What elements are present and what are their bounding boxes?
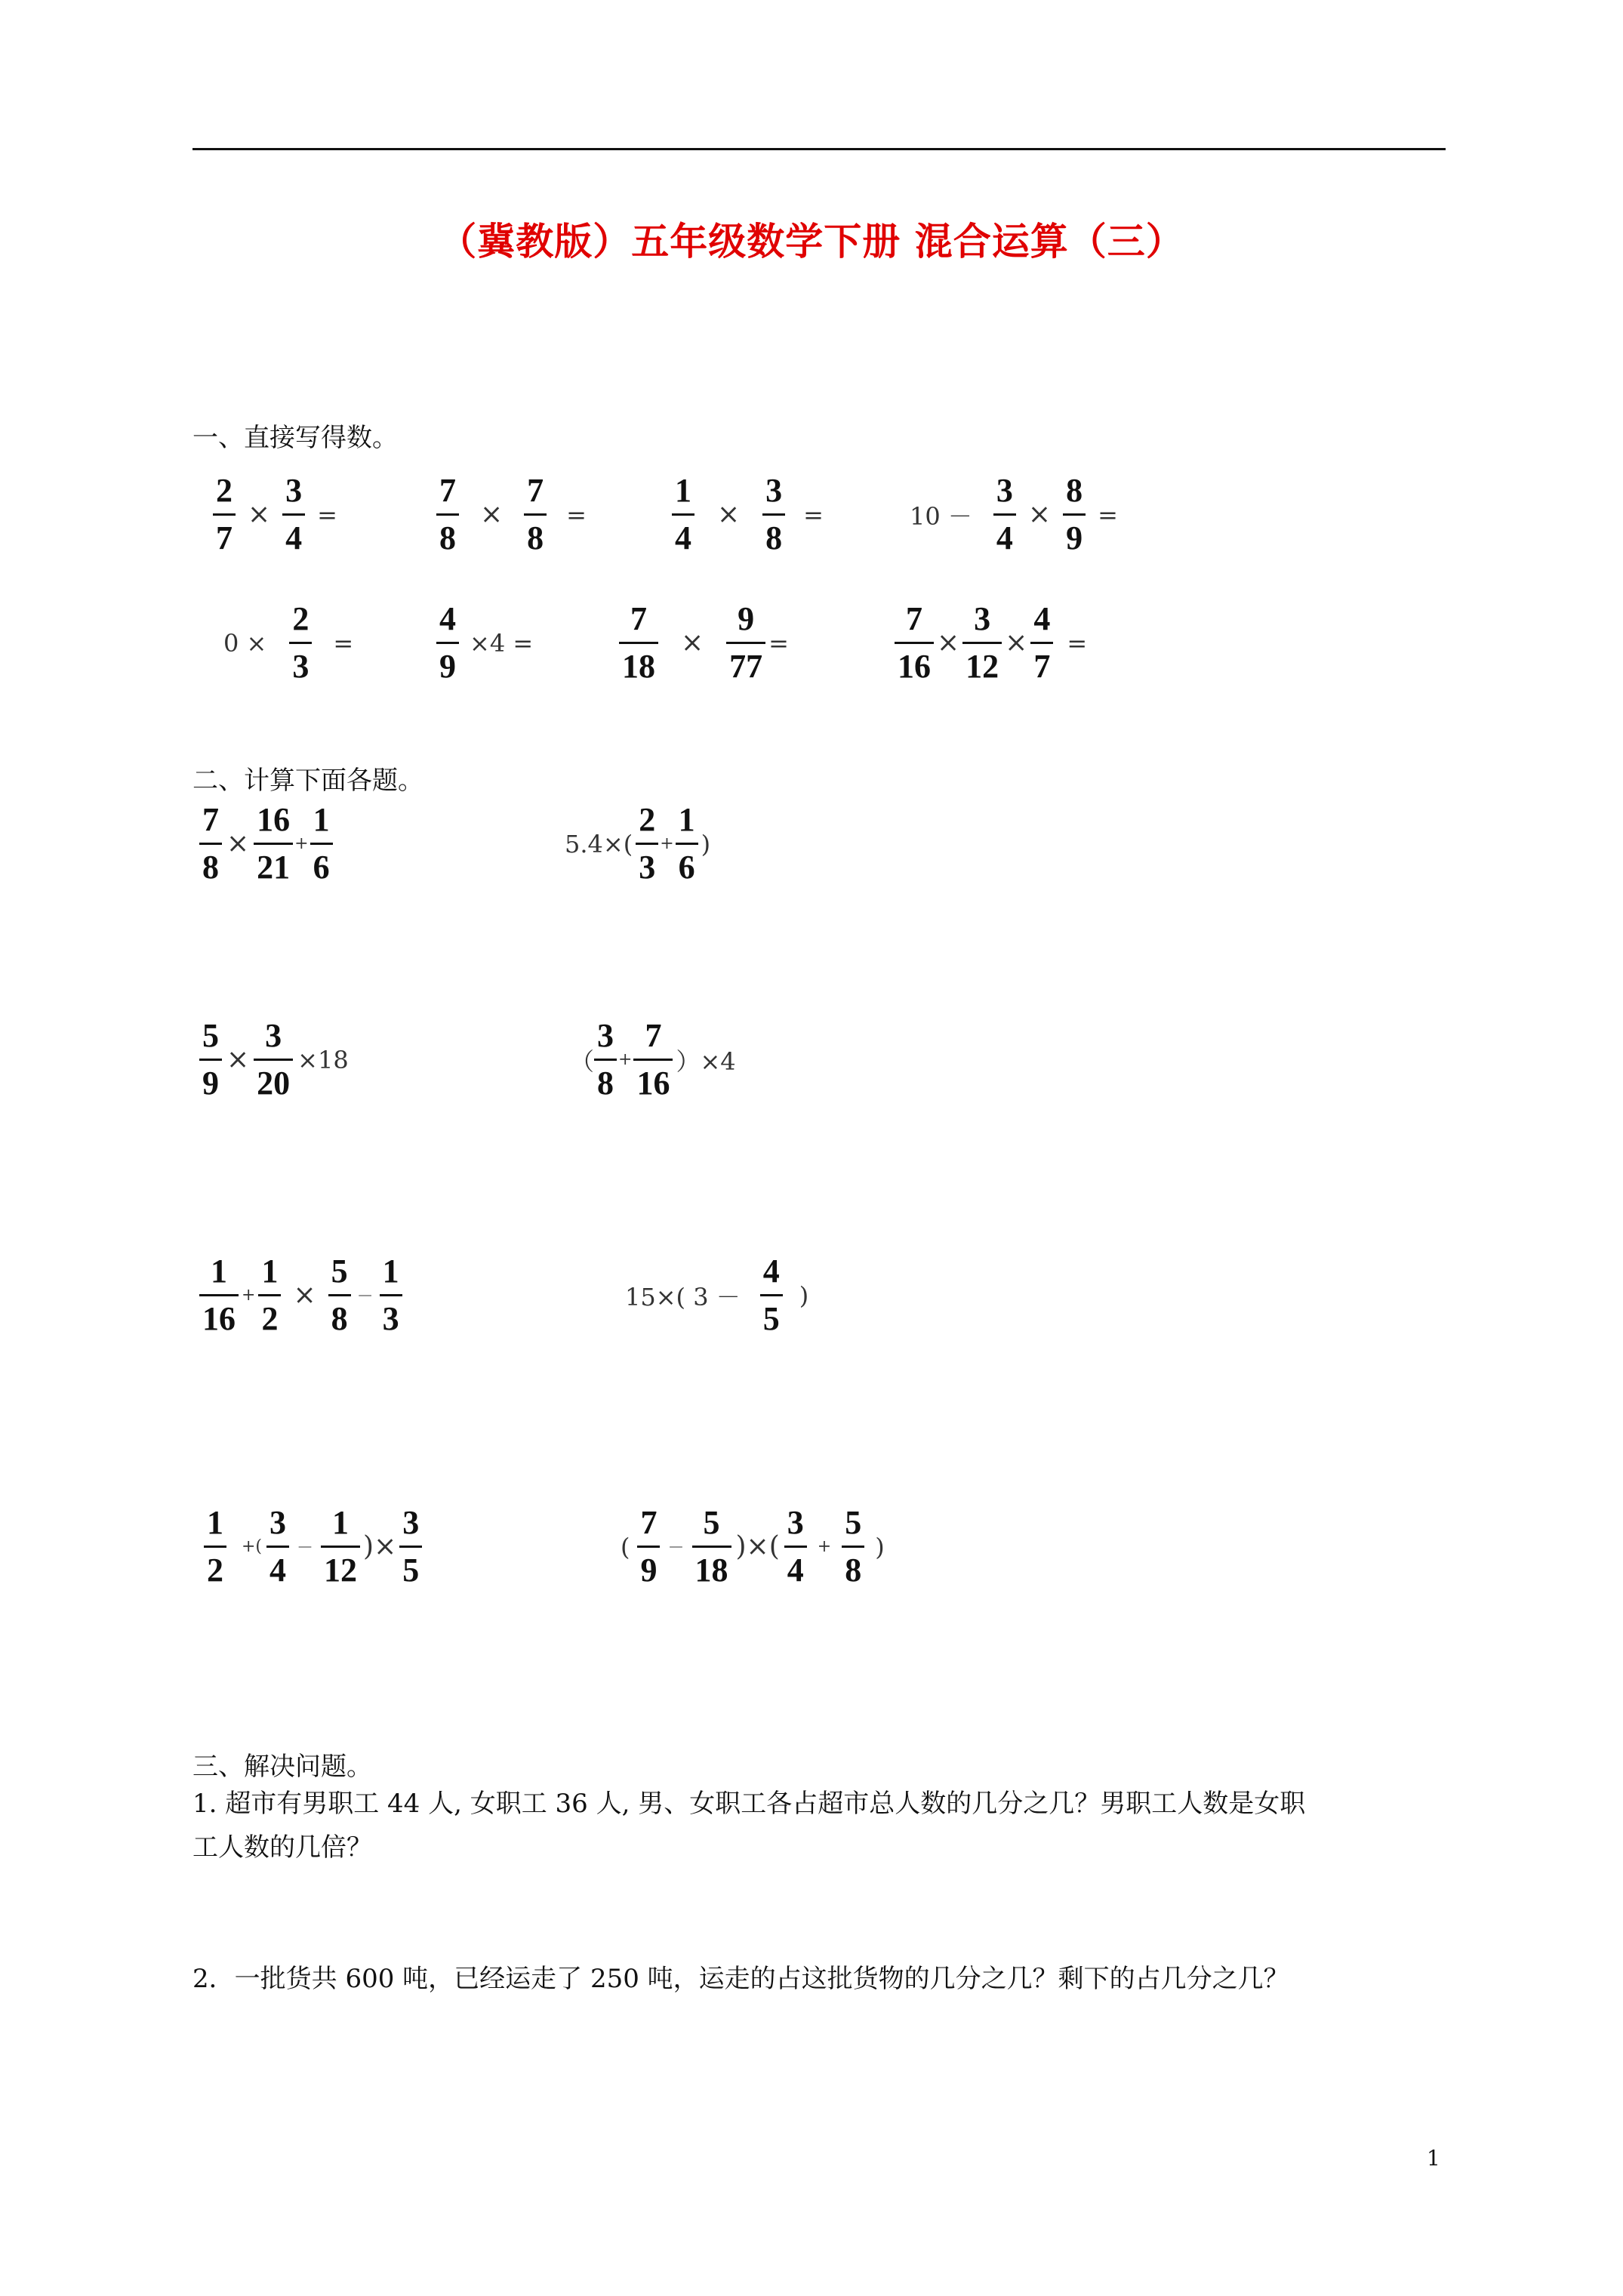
fraction-numerator: 7 [439,472,456,509]
fraction-denominator: 6 [676,843,698,884]
math-operator: × [937,627,960,658]
fraction-numerator: 3 [765,472,783,509]
fraction [328,1255,351,1336]
math-operator: － [297,1539,314,1558]
fraction-numerator: 1 [313,801,330,838]
fraction-denominator: 16 [199,1294,239,1336]
fraction [254,1019,293,1100]
math-operator: × [681,627,704,658]
math-text: ( [621,1532,630,1561]
fraction-denominator: 20 [254,1059,293,1100]
fraction-denominator: 16 [895,642,934,683]
math-operator: × [1005,627,1028,658]
fraction-denominator: 7 [1030,642,1053,683]
section-1-heading: 一、直接写得数。 [192,423,398,453]
fraction-numerator: 16 [257,801,291,838]
fraction [399,1506,422,1587]
fraction [619,600,658,685]
fraction-numerator: 5 [331,1253,348,1290]
fraction-numerator: 2 [292,600,310,637]
fraction [636,803,658,884]
s2-problem-4 [570,1019,736,1100]
s2-problem-3 [199,1019,349,1100]
math-operator: × [248,499,271,530]
math-operator: － [667,1539,685,1558]
fraction [633,1019,673,1100]
s2-problem-8 [621,1506,885,1587]
s1-row1-expr3 [672,474,824,555]
s2-problem-5 [199,1255,402,1336]
fraction [282,474,305,555]
fraction-numerator: 3 [597,1017,614,1054]
fraction-numerator: 1 [211,1253,227,1290]
fraction [692,1506,731,1587]
math-text: （ [570,1046,595,1076]
fraction [672,474,694,555]
fraction-numerator: 1 [332,1504,350,1541]
fraction-denominator: 18 [692,1546,731,1587]
fraction-denominator: 21 [254,843,293,884]
fraction [310,803,333,884]
fraction-denominator: 4 [672,513,694,555]
math-operator: )× [363,1531,397,1562]
fraction-numerator: 5 [703,1504,720,1541]
fraction [1063,474,1086,555]
fraction-numerator: 7 [640,1504,658,1541]
fraction-denominator: 16 [633,1059,673,1100]
fraction-denominator: 8 [328,1294,351,1336]
fraction [436,600,459,685]
s2-problem-6 [625,1255,808,1336]
math-operator: )×( [735,1531,780,1562]
s1-row1-expr1 [213,474,337,555]
fraction-denominator: 2 [258,1294,281,1336]
s1-row2-expr3 [619,600,789,685]
fraction-denominator: 6 [310,843,333,884]
s1-row2-expr1 [223,600,354,685]
fraction [993,474,1016,555]
math-text: = [566,500,587,529]
page-number: 1 [1427,2146,1440,2171]
fraction-numerator: 3 [269,1504,287,1541]
fraction [199,803,222,884]
math-text: 5.4×( [565,829,633,858]
fraction-denominator: 9 [436,642,459,683]
s3-question-1-line-2: 工人数的几倍？ [192,1832,372,1863]
s1-row2-expr2 [436,600,534,685]
math-text: = [317,500,337,529]
fraction-numerator: 5 [845,1504,862,1541]
fraction [1030,600,1053,685]
fraction-numerator: 1 [207,1504,223,1541]
fraction-denominator: 5 [399,1546,422,1587]
s1-row1-expr2 [436,474,587,555]
fraction-denominator: 4 [282,513,305,555]
fraction [762,474,785,555]
math-text: 10 － [910,501,972,531]
fraction-denominator: 9 [637,1546,660,1587]
fraction-denominator: 8 [524,513,547,555]
math-operator: － [356,1287,374,1306]
header-rule [192,148,1446,150]
math-operator: + [242,1286,256,1305]
fraction [784,1506,807,1587]
fraction [213,474,236,555]
math-operator: × [717,499,741,530]
fraction-numerator: 7 [527,472,544,509]
fraction-numerator: 4 [1033,600,1051,637]
math-text: = [1098,500,1118,529]
fraction-numerator: 9 [738,600,755,637]
fraction-denominator: 8 [199,843,222,884]
fraction [962,600,1002,685]
math-text: 0 × [223,628,267,658]
s2-problem-7 [204,1506,422,1587]
math-operator: × [293,1280,316,1311]
fraction-denominator: 18 [619,642,658,683]
fraction [254,803,293,884]
fraction-denominator: 4 [784,1546,807,1587]
fraction [436,474,459,555]
fraction-numerator: 1 [678,801,695,838]
fraction-numerator: 1 [382,1253,399,1290]
s1-row1-expr4 [910,474,1118,555]
fraction-numerator: 1 [261,1253,279,1290]
fraction-numerator: 7 [202,801,219,838]
fraction [258,1255,281,1336]
math-text: ×4 = [470,628,534,658]
fraction [204,1506,226,1587]
fraction-numerator: 3 [787,1504,804,1541]
fraction-denominator: 2 [204,1546,226,1587]
math-text: = [333,628,354,658]
math-text: ）×4 [676,1046,736,1076]
section-3-heading: 三、解决问题。 [192,1752,372,1782]
fraction-numerator: 4 [439,600,456,637]
fraction-numerator: 2 [216,472,233,509]
section-2-heading: 二、计算下面各题。 [192,766,423,796]
fraction-numerator: 5 [202,1017,219,1054]
fraction [726,600,765,685]
math-operator: × [1027,499,1052,530]
fraction-denominator: 7 [213,513,236,555]
math-text: ×18 [297,1045,349,1074]
s3-question-1-line-1: 1. 超市有男职工 44 人, 女职工 36 人, 男、女职工各占超市总人数的几分之几？男职工人数是女职 [192,1789,1306,1819]
fraction-denominator: 8 [594,1059,617,1100]
math-operator: + [660,834,674,853]
fraction [199,1019,222,1100]
s3-question-1 [192,1782,1453,1869]
fraction-denominator: 9 [199,1059,222,1100]
fraction-numerator: 8 [1066,472,1083,509]
fraction [760,1255,783,1336]
fraction-denominator: 5 [760,1294,783,1336]
fraction [266,1506,289,1587]
fraction [676,803,698,884]
fraction-numerator: 7 [645,1017,662,1054]
s2-problem-2 [565,803,710,884]
math-text: = [1067,628,1088,658]
math-operator: +( [242,1537,263,1556]
fraction-denominator: 12 [962,642,1002,683]
math-operator: + [817,1537,832,1556]
math-operator: × [226,1044,250,1075]
fraction-denominator: 3 [289,642,312,683]
fraction-numerator: 1 [675,472,691,509]
math-operator: × [226,828,250,859]
fraction-denominator: 8 [842,1546,864,1587]
math-operator: × [480,499,504,530]
fraction-numerator: 4 [762,1253,780,1290]
fraction-denominator: 3 [380,1294,402,1336]
fraction-denominator: 77 [726,642,765,683]
math-text: ) [701,829,711,858]
fraction [321,1506,360,1587]
fraction [895,600,934,685]
fraction-numerator: 3 [996,472,1013,509]
fraction-denominator: 12 [321,1546,360,1587]
fraction-numerator: 3 [402,1504,420,1541]
fraction [289,600,312,685]
fraction-numerator: 7 [630,600,647,637]
math-text: ) [799,1281,809,1310]
fraction-denominator: 9 [1063,513,1086,555]
math-operator: + [294,834,309,853]
fraction-numerator: 2 [639,801,656,838]
s2-problem-1 [199,803,333,884]
math-text: ) [875,1532,885,1561]
fraction-numerator: 3 [974,600,991,637]
fraction-numerator: 3 [285,472,303,509]
fraction [637,1506,660,1587]
page-title: （冀教版）五年级数学下册 混合运算（三） [439,219,1184,264]
fraction [524,474,547,555]
fraction-numerator: 7 [906,600,922,637]
fraction-denominator: 8 [762,513,785,555]
math-operator: + [618,1050,633,1069]
fraction-numerator: 3 [265,1017,282,1054]
s1-row2-expr4 [895,600,1088,685]
math-text: = [768,628,789,658]
fraction-denominator: 4 [266,1546,289,1587]
math-text: 15×( 3 － [625,1282,741,1311]
math-text: = [803,500,824,529]
fraction [594,1019,617,1100]
s3-question-2: 2．一批货共 600 吨，已经运走了 250 吨，运走的占这批货物的几分之几？剩下的占几分之几？ [192,1964,1289,1994]
fraction [842,1506,864,1587]
fraction [199,1255,239,1336]
fraction-denominator: 4 [993,513,1016,555]
fraction-denominator: 3 [636,843,658,884]
fraction [380,1255,402,1336]
fraction-denominator: 8 [436,513,459,555]
